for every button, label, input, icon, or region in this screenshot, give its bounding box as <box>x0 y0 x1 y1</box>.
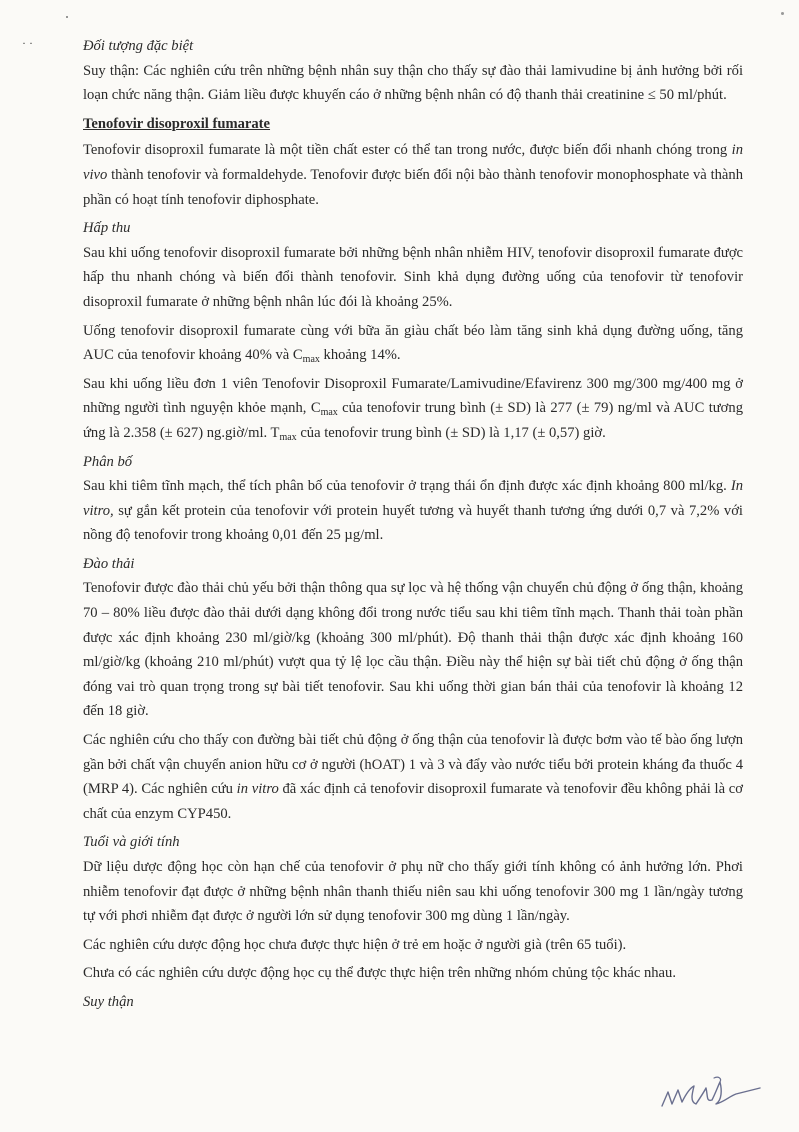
paragraph-elimination-1: Tenofovir được đào thải chủ yếu bởi thận thông qua sự lọc và hệ thống vận chuyển chủ động ở ống thận, khoảng 70 – 80% liều được đào thải dưới dạng không đổi trong nước tiểu sau khi tiêm tĩnh mạch. Thanh thải toàn phần được xác định khoảng 230 ml/giờ/kg (khoảng 300 ml/phút). Độ thanh thải thận được xác định khoảng 160 ml/giờ/kg (khoảng 210 ml/phút) vượt qua tỷ lệ lọc cầu thận. Điều này thể hiện sự bài tiết chủ động ở ống thận đóng vai trò quan trọng trong sự bài tiết tenofovir. Sau khi uống thời gian bán thải của tenofovir là khoảng 12 đến 18 giờ. <box>83 580 743 720</box>
section-title-tdf: Tenofovir disoproxil fumarate <box>83 115 271 132</box>
paragraph-age-gender-2: Các nghiên cứu dược động học chưa được thực hiện ở trẻ em hoặc ở người già (trên 65 tuổi). <box>83 936 627 953</box>
scan-speck <box>66 16 68 18</box>
paragraph-distribution: Sau khi tiêm tĩnh mạch, thể tích phân bố của tenofovir ở trạng thái ổn định được xác định khoảng 800 ml/kg. In vitro, sự gắn kết protein của tenofovir với protein huyết tương và huyết thanh tương ứng dưới 0,7 và 7,2% với nồng độ tenofovir trong khoảng 0,01 đến 25 µg/ml. <box>83 478 743 544</box>
section-heading-age-gender: Tuổi và giới tính <box>83 834 180 851</box>
section-heading-special-populations: Đối tượng đặc biệt <box>83 38 194 54</box>
section-heading-absorption: Hấp thu <box>83 220 131 237</box>
paragraph-absorption-1: Sau khi uống tenofovir disoproxil fumarate bởi những bệnh nhân nhiễm HIV, tenofovir disoproxil fumarate được hấp thu nhanh chóng và biến đổi thành tenofovir. Sinh khả dụng đường uống của tenofovir từ tenofovir disoproxil fumarate ở những bệnh nhân lúc đói là khoảng 25%. <box>83 244 744 310</box>
paragraph-renal-lamivudine: Suy thận: Các nghiên cứu trên những bệnh nhân suy thận cho thấy sự đào thải lamivudine bị ảnh hưởng bởi rối loạn chức năng thận. Giảm liều được khuyến cáo ở những bệnh nhân có độ thanh thải creatinine ≤ 50 ml/phút. <box>83 62 743 104</box>
margin-marks: · · <box>22 36 33 50</box>
paragraph-elimination-2: Các nghiên cứu cho thấy con đường bài tiết chủ động ở ống thận của tenofovir là được bơm vào tế bào ống lượn gần bởi chất vận chuyển anion hữu cơ ở người (hOAT) 1 và 3 và đẩy vào nước tiểu bởi protein kháng đa thuốc 4 (MRP 4). Các nghiên cứu in vitro đã xác định cả tenofovir disoproxil fumarate và tenofovir đều không phải là cơ chất của enzym CYP450. <box>83 732 743 822</box>
section-heading-elimination: Đào thải <box>83 555 135 572</box>
handwritten-signature <box>656 1072 766 1116</box>
paragraph-absorption-3: Sau khi uống liều đơn 1 viên Tenofovir Disoproxil Fumarate/Lamivudine/Efavirenz 300 mg/300 mg/400 mg ở những người tình nguyện khỏe mạnh, $C_{max}$ của tenofovir trung bình (± SD) là 277 (± 79) ng/ml và AUC tương ứng là 2.358 (± 627) ng.giờ/ml. $T_{max}$ của tenofovir trung bình (± SD) là 1,17 (± 0,57) giờ. <box>83 375 743 443</box>
paragraph-race: Chưa có các nghiên cứu dược động học cụ thể được thực hiện trên những nhóm chủng tộc khác nhau. <box>83 965 676 982</box>
paragraph-absorption-2: Uống tenofovir disoproxil fumarate cùng với bữa ăn giàu chất béo làm tăng sinh khả dụng đường uống, tăng AUC của tenofovir khoảng 40% và $C_{max}$ khoảng 14%. <box>83 322 743 366</box>
paragraph-age-gender-1: Dữ liệu dược động học còn hạn chế của tenofovir ở phụ nữ cho thấy giới tính không có ảnh hưởng lớn. Phơi nhiễm tenofovir đạt được ở những bệnh nhân thanh thiếu niên sau khi uống tenofovir 300 mg 1 lần/ngày tương tự với phơi nhiễm đạt được ở người lớn sử dụng tenofovir 300 mg dùng 1 lần/ngày. <box>83 859 743 925</box>
section-heading-renal-impairment: Suy thận <box>83 993 134 1010</box>
document-body <box>83 34 743 1015</box>
scan-speck <box>781 12 784 15</box>
paragraph-tdf-intro: Tenofovir disoproxil fumarate là một tiền chất ester có thể tan trong nước, được biến đổi nhanh chóng trong in vivo thành tenofovir và formaldehyde. Tenofovir được biến đổi nội bào thành tenofovir monophosphate và thành phần có hoạt tính tenofovir diphosphate. <box>83 142 743 208</box>
section-heading-distribution: Phân bố <box>83 453 133 470</box>
